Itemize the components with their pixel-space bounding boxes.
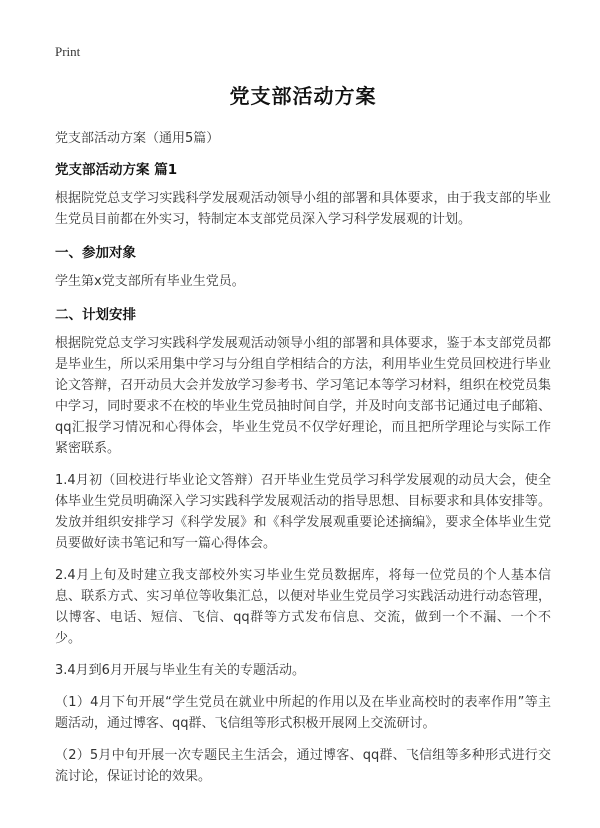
participants-paragraph: 学生第x党支部所有毕业生党员。 xyxy=(55,274,245,289)
print-link[interactable]: Print xyxy=(55,44,81,59)
section-heading-participants: 一、参加对象 xyxy=(55,245,136,261)
plan-item-2: 2.4月上旬及时建立我支部校外实习毕业生党员数据库，将每一位党员的个人基本信息、联系方式、实习单位等收集汇总，以便对毕业生党员学习实践活动进行动态管理，以博客、电话、短信、飞信、qq群等方式发布信息、交流，做到一个不漏、一个不少。 xyxy=(55,568,551,646)
plan-item-1: 1.4月初（回校进行毕业论文答辩）召开毕业生党员学习科学发展观的动员大会，使全体毕业生党员明确深入学习实践科学发展观活动的指导思想、目标要求和具体安排等。发放并组织安排学习《科学发展》和《科学发展观重要论述摘编》，要求全体毕业生党员要做好读书笔记和写一篇心得体会。 xyxy=(55,473,551,551)
intro-paragraph: 根据院党总支学习实践科学发展观活动领导小组的部署和具体要求，由于我支部的毕业生党员目前都在外实习，特制定本支部党员深入学习科学发展观的计划。 xyxy=(55,191,551,227)
chapter-title: 党支部活动方案 篇1 xyxy=(55,162,178,178)
plan-subitem-2: （2）5月中旬开展一次专题民主生活会，通过博客、qq群、飞信组等多种形式进行交流讨论，保证讨论的效果。 xyxy=(55,748,551,784)
document-body xyxy=(55,80,551,798)
plan-item-3: 3.4月到6月开展与毕业生有关的专题活动。 xyxy=(55,663,305,678)
document-subtitle: 党支部活动方案（通用5篇） xyxy=(55,131,220,146)
page-title: 党支部活动方案 xyxy=(229,84,377,108)
plan-paragraph: 根据院党总支学习实践科学发展观活动领导小组的部署和具体要求，鉴于本支部党员都是毕业生，所以采用集中学习与分组自学相结合的方法，利用毕业生党员回校进行毕业论文答辩，召开动员大会并发放学习参考书、学习笔记本等学习材料，组织在校党员集中学习，同时要求不在校的毕业生党员抽时间自学，并及时向支部书记通过电子邮箱、qq汇报学习情况和心得体会，毕业生党员不仅学好理论，而且把所学理论与实际工作紧密联系。 xyxy=(55,336,551,456)
plan-subitem-1: （1）4月下旬开展“学生党员在就业中所起的作用以及在毕业高校时的表率作用”等主题活动，通过博客、qq群、飞信组等形式积极开展网上交流研讨。 xyxy=(55,695,551,731)
section-heading-plan: 二、计划安排 xyxy=(55,307,136,323)
